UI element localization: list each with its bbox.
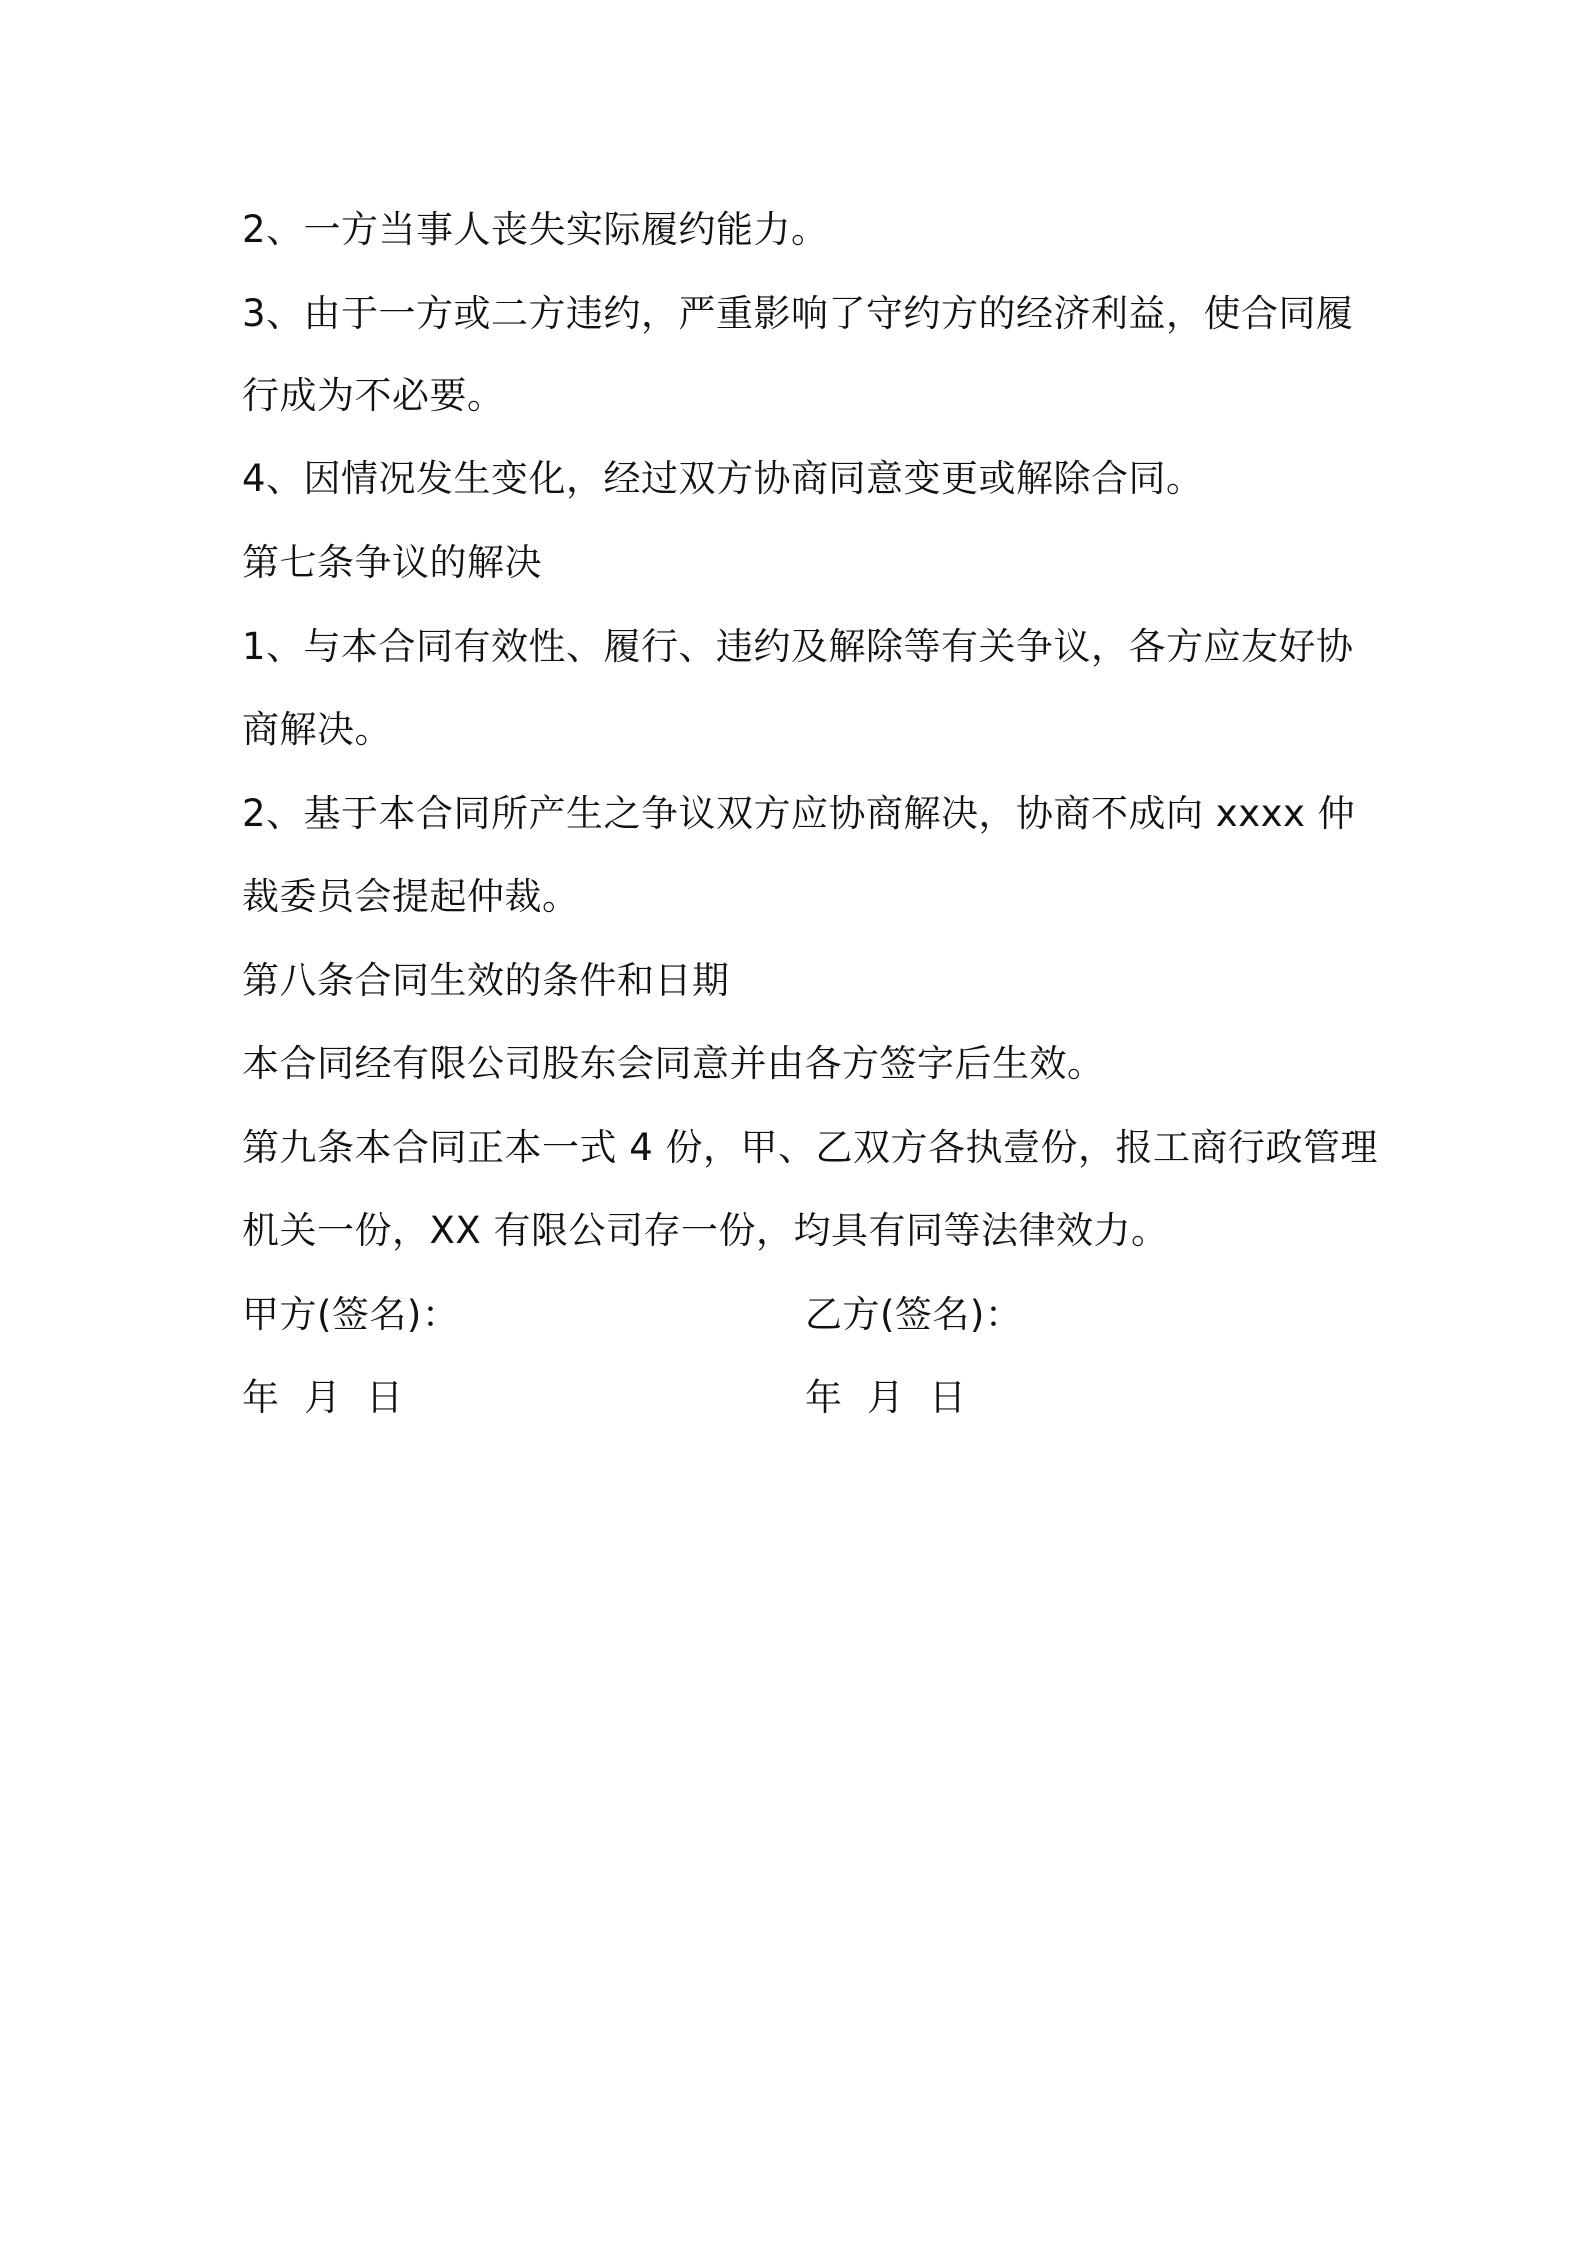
- clause-7-item-2-line-1: 2、基于本合同所产生之争议双方应协商解决，协商不成向 xxxx 仲: [242, 792, 1356, 835]
- clause-7-item-1-line-1: 1、与本合同有效性、履行、违约及解除等有关争议，各方应友好协: [242, 625, 1354, 668]
- clause-8-heading: 第八条合同生效的条件和日期: [242, 959, 730, 1002]
- clause-6-item-3-line-1: 3、由于一方或二方违约，严重影响了守约方的经济利益，使合同履: [242, 292, 1354, 335]
- party-a-date: 年 月 日: [242, 1376, 404, 1419]
- party-b-signature-label: 乙方(签名)：: [805, 1293, 1023, 1336]
- clause-9-line-1: 第九条本合同正本一式 4 份，甲、乙双方各执壹份，报工商行政管理: [242, 1126, 1379, 1169]
- clause-7-heading: 第七条争议的解决: [242, 541, 542, 584]
- clause-6-item-3-line-2: 行成为不必要。: [242, 374, 505, 417]
- clause-6-item-4: 4、因情况发生变化，经过双方协商同意变更或解除合同。: [242, 457, 1204, 500]
- clause-8-body: 本合同经有限公司股东会同意并由各方签字后生效。: [242, 1042, 1105, 1085]
- party-b-date: 年 月 日: [805, 1376, 967, 1419]
- clause-6-item-2: 2、一方当事人丧失实际履约能力。: [242, 208, 829, 251]
- clause-7-item-2-line-2: 裁委员会提起仲裁。: [242, 875, 580, 918]
- clause-7-item-1-line-2: 商解决。: [242, 708, 392, 751]
- party-a-signature-label: 甲方(签名)：: [242, 1293, 460, 1336]
- clause-9-line-2: 机关一份，XX 有限公司存一份，均具有同等法律效力。: [242, 1209, 1169, 1252]
